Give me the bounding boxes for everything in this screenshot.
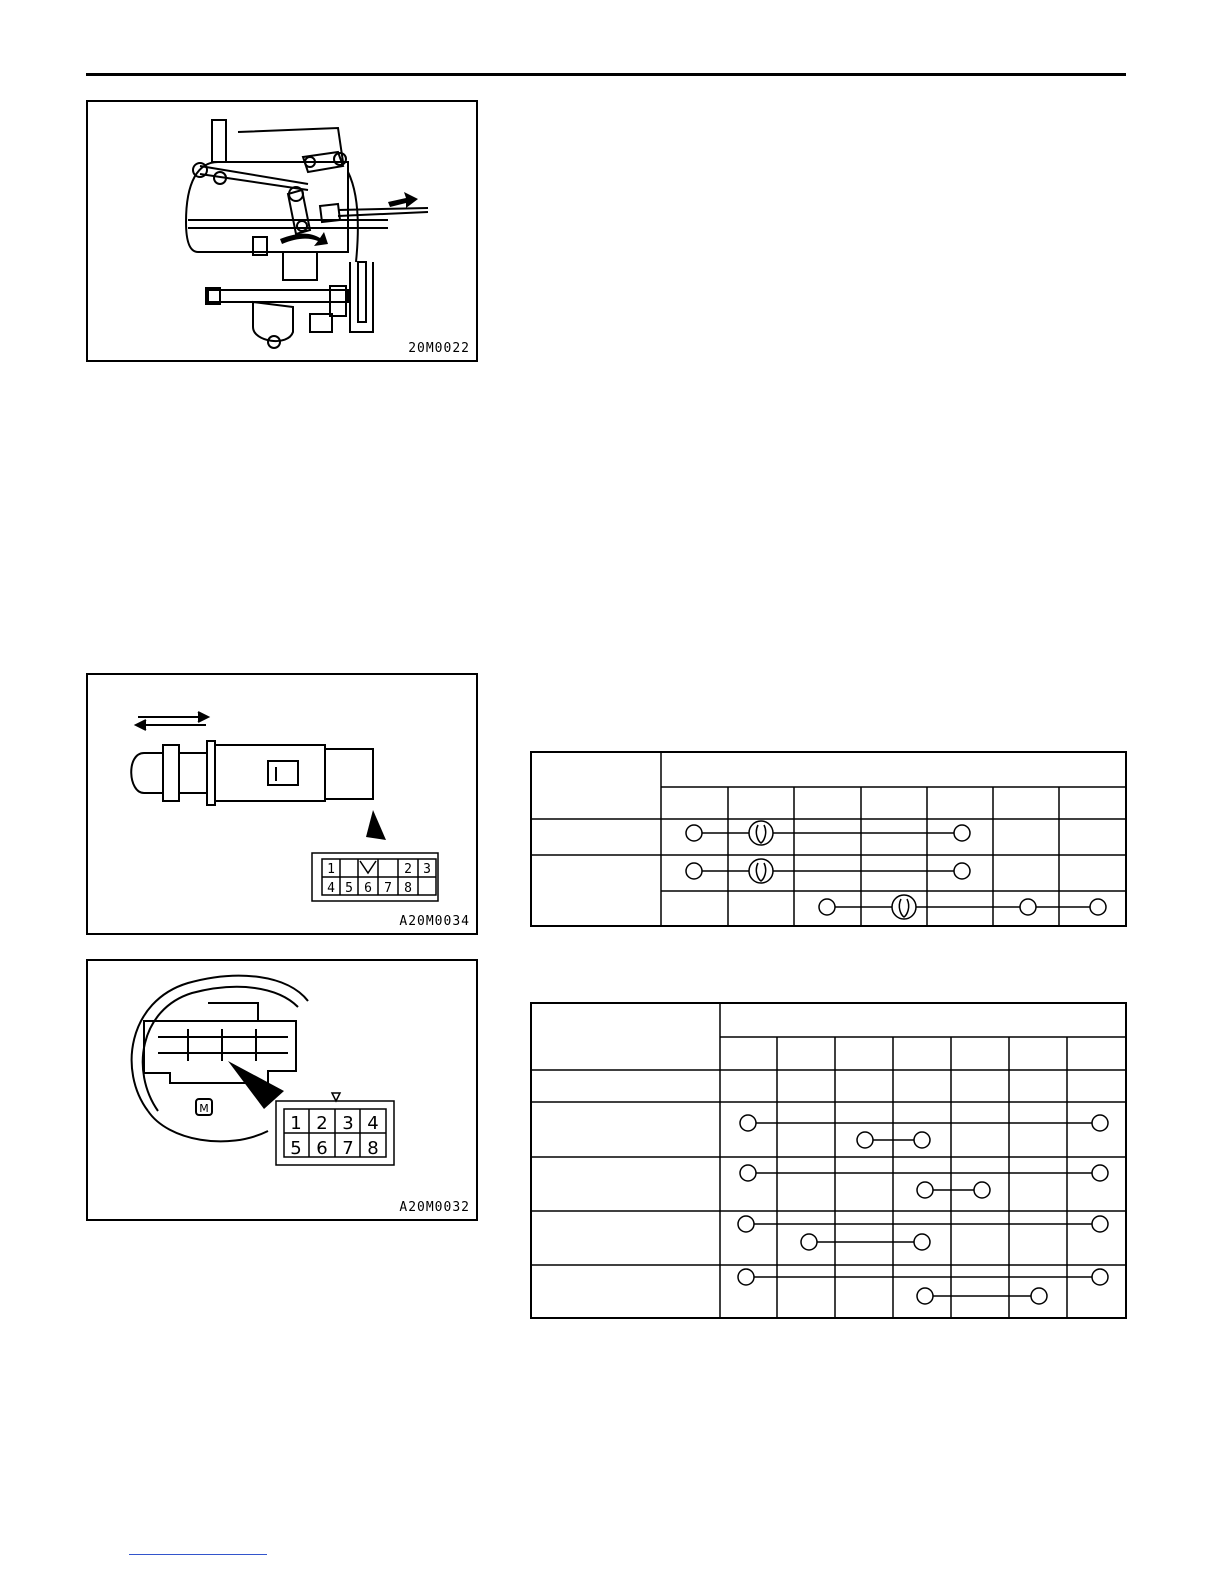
motor-pin-1-label: 1 [290,1113,302,1134]
motor-figure [86,959,478,1221]
figure-code: 20M0022 [408,341,470,356]
motor-pin-6-label: 6 [316,1138,328,1159]
switch-illustration [88,675,476,933]
pin-7-label: 7 [384,881,392,896]
linkage-figure [86,100,478,362]
pin-8-label: 8 [404,881,412,896]
pin-4-label: 4 [327,881,335,896]
motor-pin-7-label: 7 [342,1138,354,1159]
motor-pin-5-label: 5 [290,1138,302,1159]
switch-figure [86,673,478,935]
figure-code: A20M0032 [399,1200,470,1215]
linkage-illustration [88,102,476,360]
continuity-table-1 [530,751,1127,927]
pin-1-label: 1 [327,862,335,877]
motor-pin-8-label: 8 [367,1138,379,1159]
pin-2-label: 2 [404,862,412,877]
pin-6-label: 6 [364,881,372,896]
motor-pin-2-label: 2 [316,1113,328,1134]
figure-code: A20M0034 [399,914,470,929]
pin-3-label: 3 [423,862,431,877]
motor-badge: M [199,1102,209,1115]
motor-pin-3-label: 3 [342,1113,354,1134]
footer-link-underline[interactable] [129,1554,267,1555]
header-rule [86,73,1126,76]
motor-illustration [88,961,476,1219]
pin-5-label: 5 [345,881,353,896]
continuity-table-1-grid [532,753,1125,925]
continuity-table-2 [530,1002,1127,1319]
continuity-table-2-grid [532,1004,1125,1317]
motor-pin-4-label: 4 [367,1113,379,1134]
